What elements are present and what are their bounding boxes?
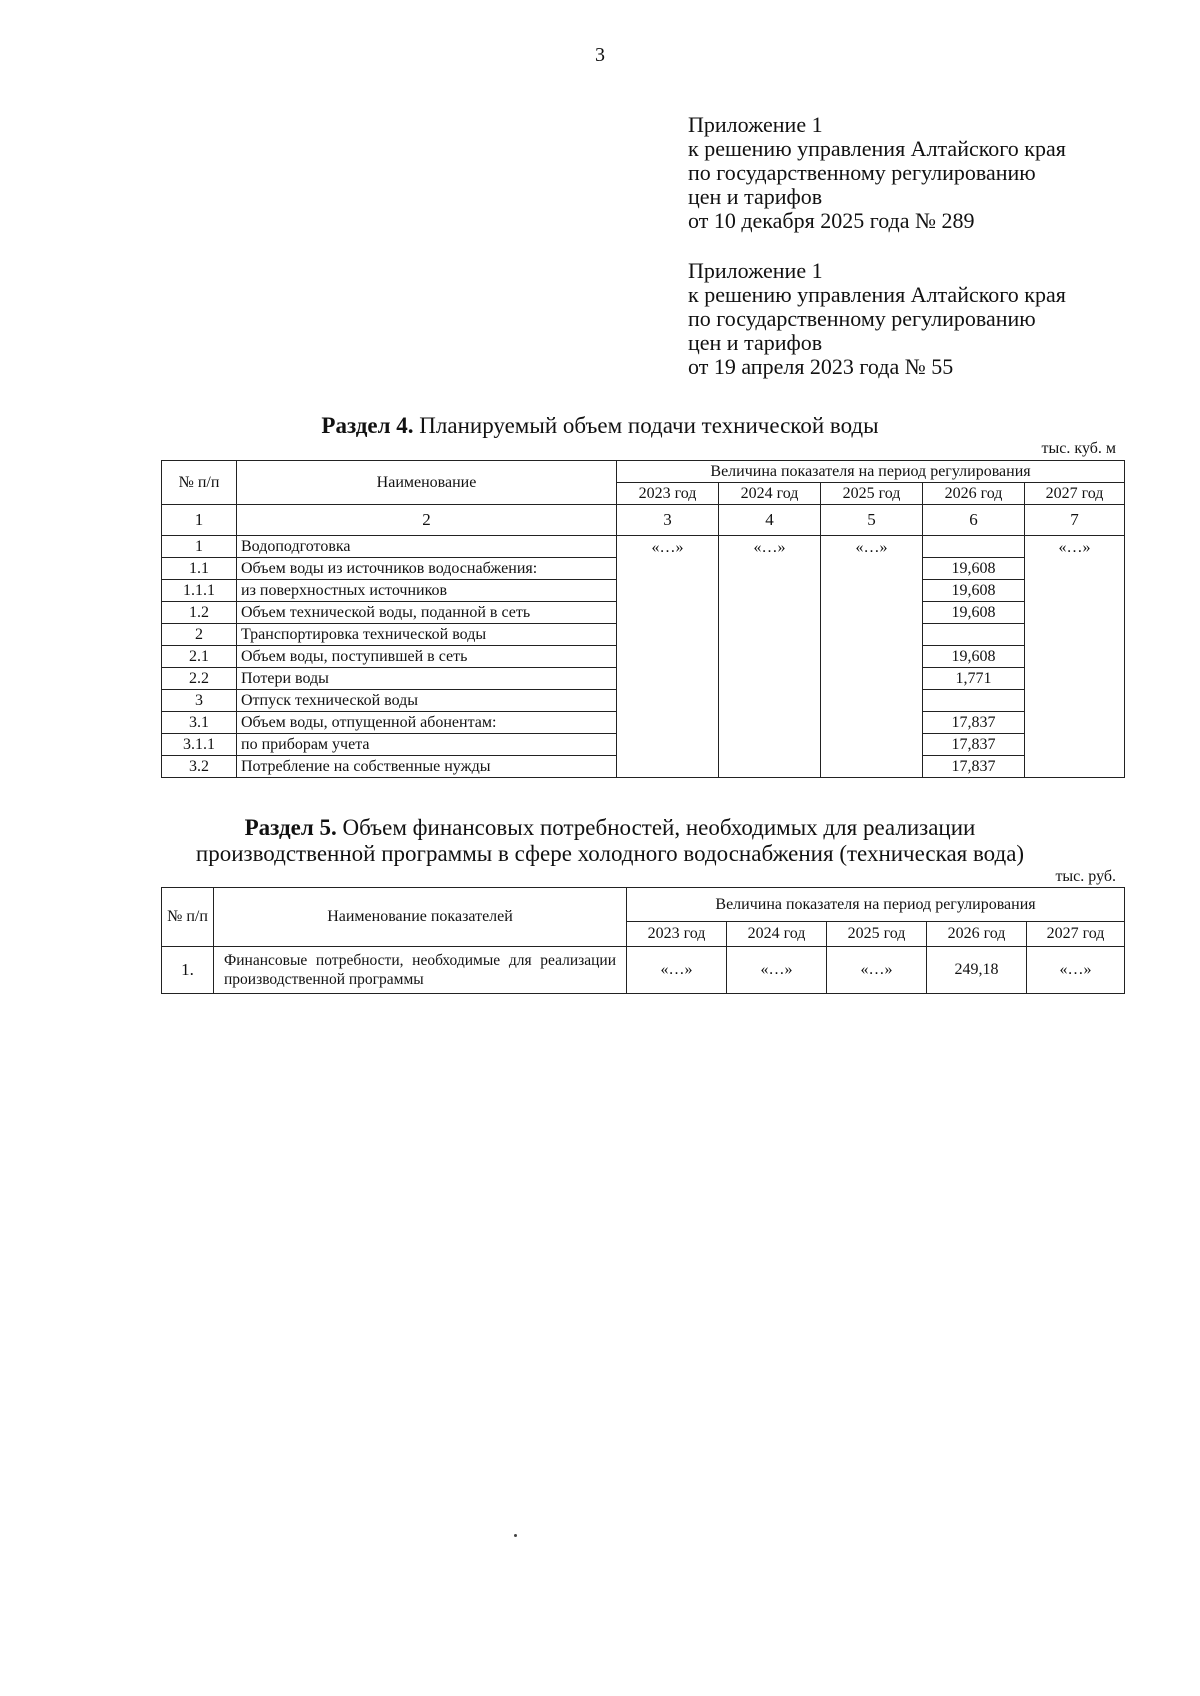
header-year: 2023 год — [627, 922, 727, 947]
header-name: Наименование — [237, 461, 617, 505]
value-2023: «…» — [627, 947, 727, 994]
appendix-line: цен и тарифов — [688, 330, 823, 355]
section5-title — [160, 815, 1060, 867]
value-2026: 19,608 — [923, 558, 1025, 580]
header-period: Величина показателя на период регулирования — [627, 888, 1125, 922]
row-num: 1.1 — [162, 558, 237, 580]
row-num: 1.2 — [162, 602, 237, 624]
row-name: Объем воды, отпущенной абонентам: — [237, 712, 617, 734]
page-number: 3 — [595, 44, 605, 66]
value-2026 — [923, 690, 1025, 712]
header-year: 2025 год — [827, 922, 927, 947]
row-name: Объем технической воды, поданной в сеть — [237, 602, 617, 624]
column-number: 3 — [617, 505, 719, 536]
header-year: 2027 год — [1025, 483, 1125, 505]
value-2025: «…» — [821, 536, 923, 778]
appendix-line: по государственному регулированию — [688, 306, 1036, 331]
row-name: Потери воды — [237, 668, 617, 690]
appendix-line: Приложение 1 — [688, 112, 823, 137]
column-number: 5 — [821, 505, 923, 536]
header-year: 2026 год — [923, 483, 1025, 505]
value-2027: «…» — [1025, 536, 1125, 778]
appendix-line: по государственному регулированию — [688, 160, 1036, 185]
value-2026: 17,837 — [923, 756, 1025, 778]
column-number: 7 — [1025, 505, 1125, 536]
section4-title-bold: Раздел 4. — [321, 413, 414, 438]
row-num: 1.1.1 — [162, 580, 237, 602]
appendix-line: от 19 апреля 2023 года № 55 — [688, 354, 954, 379]
row-name: по приборам учета — [237, 734, 617, 756]
appendix-line: Приложение 1 — [688, 258, 823, 283]
appendix-old-block — [688, 259, 1066, 379]
value-2024: «…» — [727, 947, 827, 994]
section4-title — [0, 413, 1200, 439]
appendix-line: к решению управления Алтайского края — [688, 136, 1066, 161]
value-2025: «…» — [827, 947, 927, 994]
row-num: 1 — [162, 536, 237, 558]
value-2026: 19,608 — [923, 646, 1025, 668]
header-period: Величина показателя на период регулирования — [617, 461, 1125, 483]
value-2026: 19,608 — [923, 580, 1025, 602]
row-name: Отпуск технической воды — [237, 690, 617, 712]
column-number: 6 — [923, 505, 1025, 536]
section4-unit: тыс. куб. м — [1041, 440, 1116, 457]
table-row — [162, 947, 1125, 994]
appendix-new-block — [688, 113, 1066, 233]
column-number: 1 — [162, 505, 237, 536]
row-num: 2.1 — [162, 646, 237, 668]
row-name: Финансовые потребности, необходимые для реализации производственной программы — [214, 947, 627, 994]
value-2026 — [923, 624, 1025, 646]
header-year: 2023 год — [617, 483, 719, 505]
section5-title-bold: Раздел 5. — [244, 815, 337, 840]
row-name: Транспортировка технической воды — [237, 624, 617, 646]
value-2026: 17,837 — [923, 712, 1025, 734]
row-num: 2.2 — [162, 668, 237, 690]
value-2026: 249,18 — [927, 947, 1027, 994]
section5-table — [161, 887, 1125, 994]
row-num: 1. — [162, 947, 214, 994]
section4-title-text: Планируемый объем подачи технической воды — [413, 413, 879, 438]
section5-unit: тыс. руб. — [1055, 868, 1116, 885]
value-2026: 1,771 — [923, 668, 1025, 690]
header-year: 2025 год — [821, 483, 923, 505]
appendix-line: к решению управления Алтайского края — [688, 282, 1066, 307]
value-2024: «…» — [719, 536, 821, 778]
appendix-line: цен и тарифов — [688, 184, 823, 209]
value-2026: 17,837 — [923, 734, 1025, 756]
header-year: 2024 год — [727, 922, 827, 947]
row-name: из поверхностных источников — [237, 580, 617, 602]
header-year: 2026 год — [927, 922, 1027, 947]
section4-table — [161, 460, 1125, 778]
column-number: 4 — [719, 505, 821, 536]
row-num: 3.1.1 — [162, 734, 237, 756]
header-name: Наименование показателей — [214, 888, 627, 947]
header-year: 2027 год — [1027, 922, 1125, 947]
value-2026: 19,608 — [923, 602, 1025, 624]
table-row — [162, 536, 1125, 558]
section5-title-text: Объем финансовых потребностей, необходимых для реализации производственной программы в сфере холодного водоснабжения (техническая вода) — [195, 815, 1025, 866]
row-num: 3.1 — [162, 712, 237, 734]
row-num: 3 — [162, 690, 237, 712]
value-2027: «…» — [1027, 947, 1125, 994]
row-name: Водоподготовка — [237, 536, 617, 558]
row-name: Объем воды, поступившей в сеть — [237, 646, 617, 668]
row-name: Объем воды из источников водоснабжения: — [237, 558, 617, 580]
appendix-line: от 10 декабря 2025 года № 289 — [688, 208, 975, 233]
header-num: № п/п — [162, 888, 214, 947]
column-number: 2 — [237, 505, 617, 536]
row-name: Потребление на собственные нужды — [237, 756, 617, 778]
value-2023: «…» — [617, 536, 719, 778]
header-year: 2024 год — [719, 483, 821, 505]
row-num: 2 — [162, 624, 237, 646]
value-2026 — [923, 536, 1025, 558]
scan-dot — [514, 1534, 517, 1537]
row-num: 3.2 — [162, 756, 237, 778]
header-num: № п/п — [162, 461, 237, 505]
